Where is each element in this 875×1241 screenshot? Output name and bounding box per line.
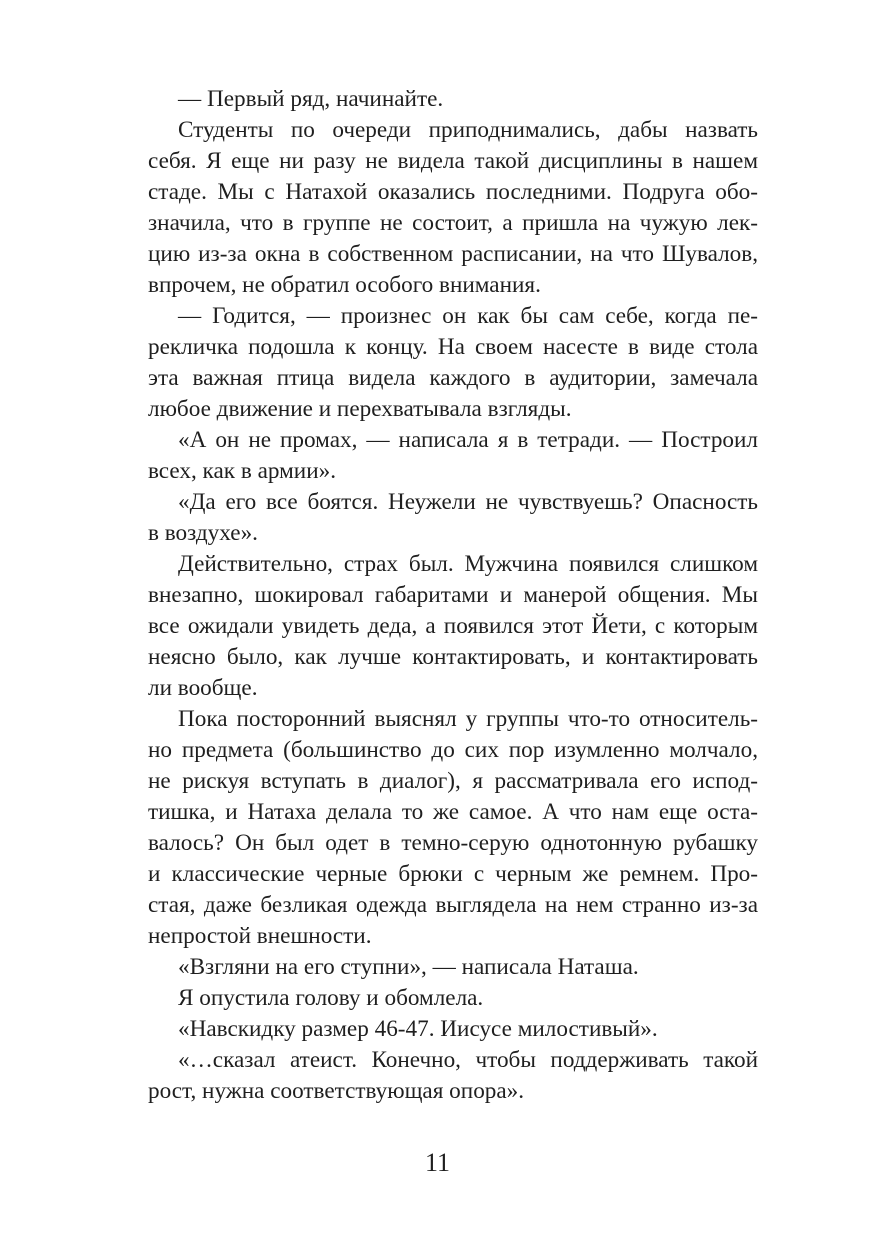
text-line: цию из-за окна в собственном расписании, на что Шувалов, xyxy=(148,241,758,267)
text-line: но предмета (большинство до сих пор изумленно молчало, xyxy=(148,737,758,763)
paragraph-8 xyxy=(118,952,758,983)
text-line: тишка, и Натаха делала то же самое. А что нам еще оста- xyxy=(148,799,758,825)
paragraph-11 xyxy=(118,1045,758,1107)
text-line: рост, нужна соответствующая опора». xyxy=(148,1078,525,1104)
text-line: не рискуя вступать в диалог), я рассматривала его испод- xyxy=(148,768,758,794)
body-text xyxy=(118,84,758,1107)
text-line: всех, как в армии». xyxy=(148,458,336,484)
text-line: «…сказал атеист. Конечно, чтобы поддерживать такой xyxy=(178,1047,758,1073)
text-line: и классические черные брюки с черным же ремнем. Про- xyxy=(148,861,758,887)
text-line: Действительно, страх был. Мужчина появился слишком xyxy=(178,551,758,577)
text-line: рекличка подошла к концу. На своем насесте в виде стола xyxy=(148,334,758,360)
paragraph-6 xyxy=(118,549,758,704)
text-line: «Да его все боятся. Неужели не чувствуешь? Опасность xyxy=(178,489,758,515)
text-line: себя. Я еще ни разу не видела такой дисциплины в нашем xyxy=(148,148,758,174)
text-line: любое движение и перехватывала взгляды. xyxy=(148,396,572,422)
text-line: «Навскидку размер 46-47. Иисусе милостивый». xyxy=(178,1016,658,1042)
paragraph-7 xyxy=(118,704,758,952)
text-line: — Первый ряд, начинайте. xyxy=(178,86,444,112)
paragraph-3 xyxy=(118,301,758,425)
paragraph-9 xyxy=(118,983,758,1014)
text-line: «А он не промах, — написала я в тетради. — Построил xyxy=(178,427,758,453)
paragraph-10 xyxy=(118,1014,758,1045)
text-line: стая, даже безликая одежда выглядела на нем странно из-за xyxy=(148,892,758,918)
text-line: — Годится, — произнес он как бы сам себе, когда пе- xyxy=(178,303,758,329)
paragraph-5 xyxy=(118,487,758,549)
paragraph-1 xyxy=(118,84,758,115)
text-line: непростой внешности. xyxy=(148,923,372,949)
text-line: стаде. Мы с Натахой оказались последними. Подруга обо- xyxy=(148,179,758,205)
text-line: в воздухе». xyxy=(148,520,258,546)
text-line: значила, что в группе не состоит, а пришла на чужую лек- xyxy=(148,210,758,236)
page-number: 11 xyxy=(424,1148,451,1177)
text-line: Я опустила голову и обомлела. xyxy=(178,985,484,1011)
text-line: Студенты по очереди приподнимались, дабы назвать xyxy=(178,117,758,143)
text-line: неясно было, как лучше контактировать, и контактировать xyxy=(148,644,758,670)
text-line: Пока посторонний выяснял у группы что-то относитель- xyxy=(178,706,758,732)
text-line: впрочем, не обратил особого внимания. xyxy=(148,272,541,298)
text-line: валось? Он был одет в темно-серую однотонную рубашку xyxy=(148,830,758,856)
paragraph-2 xyxy=(118,115,758,301)
text-line: «Взгляни на его ступни», — написала Наташа. xyxy=(178,954,639,980)
text-line: эта важная птица видела каждого в аудитории, замечала xyxy=(148,365,758,391)
text-line: все ожидали увидеть деда, а появился этот Йети, с которым xyxy=(148,613,758,639)
text-line: ли вообще. xyxy=(148,675,258,701)
text-line: внезапно, шокировал габаритами и манерой общения. Мы xyxy=(148,582,758,608)
paragraph-4 xyxy=(118,425,758,487)
